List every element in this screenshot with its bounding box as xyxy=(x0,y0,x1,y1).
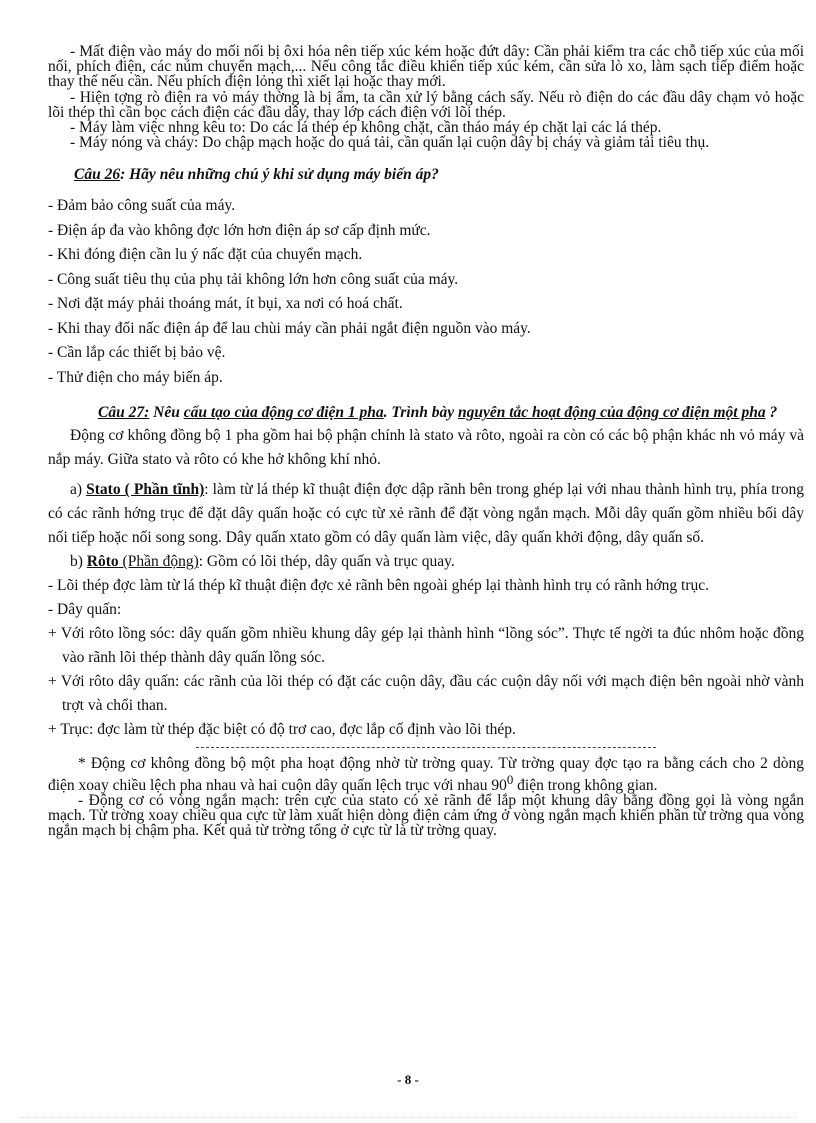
paragraph: - Máy nóng và cháy: Do chập mạch hoặc do quá tải, cần quấn lại cuộn dây bị cháy và giảm tải tiêu thụ. xyxy=(70,134,710,152)
list-item: - Đảm bảo công suất của máy. xyxy=(48,197,236,215)
list-item: - Thử điện cho máy biến áp. xyxy=(48,368,223,386)
paragraph: - Động cơ có vòng ngắn mạch: trên cực của stato có xẻ rãnh để lắp một khung dây bằng đồng gọi là vòng ngắn mạch. Từ trờng xoay chiều qua cực từ làm xuất hiện dòng điện cảm ứng ở vòng ngắn mạch khiến phần từ trờng qua vòng ngắn mạch bị chậm pha. Kết quả từ trờng tổng ở cực từ là từ trờng quay. xyxy=(48,791,804,840)
paragraph xyxy=(48,756,804,793)
question-27-text: nguyên tắc hoạt động của động cơ điện một pha xyxy=(458,404,766,422)
principle-section xyxy=(48,756,804,838)
paragraph: - Mất điện vào máy do mối nối bị ôxi hóa nên tiếp xúc kém hoặc đứt dây: Cần phải kiểm tra các chỗ tiếp xúc của mối nối, phích điện, các núm chuyển mạch,... Nếu công tắc điều khiển tiếp xúc kém, cần sửa lò xo, làm sạch tiếp điểm hoặc thay thế nếu cần. Nếu phích điện lỏng thì xiết lại hoặc thay mới. xyxy=(48,43,804,91)
list-item: + Với rôto dây quấn: các rãnh của lõi thép có đặt các cuộn dây, đầu các cuộn dây nối với mạch điện bên ngoài nhờ vành trợt và chổi than. xyxy=(48,673,804,715)
paragraph: Động cơ không đồng bộ 1 pha gồm hai bộ phận chính là stato và rôto, ngoài ra còn có các bộ phận khác nh vỏ máy và nắp máy. Giữa stato và rôto có khe hở không khí nhỏ. xyxy=(48,427,804,469)
troubleshooting-section xyxy=(48,44,804,150)
question-26-text: : Hãy nêu những chú ý khi sử dụng máy biến áp? xyxy=(120,166,439,184)
label: b) xyxy=(70,553,87,571)
paragraph: - Hiện tợng rò điện ra vỏ máy thờng là bị ẩm, ta cần xử lý bằng cách sấy. Nếu rò điện do các đầu dây chạm vỏ hoặc lõi thép thì cần bọc cách điện các đầu dây, thay lớp cách điện với lõi thép. xyxy=(48,88,804,121)
superscript: 0 xyxy=(506,771,514,787)
text: * Động cơ không đồng bộ một pha hoạt động nhờ từ trờng quay. Từ trờng quay đợc tạo ra bằng cách cho 2 dòng điện xoay chiều lệch pha nhau và hai cuộn dây quấn lệch trục với nhau 90 xyxy=(48,755,804,794)
dashed-divider xyxy=(48,742,804,752)
list-item: + Với rôto lồng sóc: dây quấn gồm nhiều khung dây gép lại thành hình “lồng sóc”. Thực tế ngời ta đúc nhôm hoặc đồng vào rãnh lõi thép thành dây quấn lồng sóc. xyxy=(48,625,804,667)
term: (Phần động) xyxy=(118,553,199,571)
text: điện trong không gian. xyxy=(513,776,658,794)
question-27-answer xyxy=(48,424,804,742)
list-item: - Khi đóng điện cần lu ý nấc đặt của chuyển mạch. xyxy=(48,246,363,264)
question-27-label: Câu 27: xyxy=(98,404,150,422)
document-page xyxy=(48,44,804,839)
list-item: - Khi thay đổi nấc điện áp để lau chùi máy cần phải ngắt điện nguồn vào máy. xyxy=(48,319,531,337)
question-26-heading xyxy=(74,166,804,184)
stato-paragraph xyxy=(48,478,804,550)
list-item: - Công suất tiêu thụ của phụ tải không lớn hơn công suất của máy. xyxy=(48,270,459,288)
list-item: - Dây quấn: xyxy=(48,601,122,619)
text: : làm từ lá thép kĩ thuật điện đợc dập rãnh bên trong ghép lại với nhau thành hình trụ, phía trong có các rãnh hớng trục để đặt dây quấn hoặc có cực từ xẻ rãnh để đặt vòng ngắn mạch. Mỗi dây quấn gồm nhiều bối dây nối tiếp hoặc nối song song. Dây quấn xtato gồm có dây quấn làm việc, dây quấn khởi động, dây quấn số. xyxy=(48,481,805,547)
question-27-heading xyxy=(48,402,804,424)
question-27-text: ? xyxy=(765,404,778,422)
list-item: - Điện áp đa vào không đợc lớn hơn điện áp sơ cấp định mức. xyxy=(48,221,431,239)
term: Rôto xyxy=(86,553,119,571)
question-27-text: Nêu xyxy=(149,404,184,422)
list-item: - Cần lắp các thiết bị bảo vệ. xyxy=(48,344,226,362)
roto-paragraph xyxy=(48,550,804,574)
list-item: - Lõi thép đợc làm từ lá thép kĩ thuật điện đợc xẻ rãnh bên ngoài ghép lại thành hình trụ có rãnh hớng trục. xyxy=(48,577,709,595)
footer-divider xyxy=(20,1117,796,1118)
list-item: + Trục: đợc làm từ thép đặc biệt có độ trơ cao, đợc lắp cố định vào lõi thép. xyxy=(48,721,516,739)
label: a) xyxy=(70,481,87,499)
question-26-list xyxy=(48,194,804,390)
term: ( Phần tĩnh) xyxy=(120,481,205,499)
paragraph: - Máy làm việc nhng kêu to: Do các lá thép ép không chặt, cần tháo máy ép chặt lại các lá thép. xyxy=(70,119,662,137)
page-number: - 8 - xyxy=(397,1072,419,1087)
question-27-text: . Trình bày xyxy=(383,404,458,422)
text: : Gồm có lõi thép, dây quấn và trục quay. xyxy=(198,553,455,571)
term: Stato xyxy=(86,481,121,499)
question-27-text: cấu tạo của động cơ điện 1 pha xyxy=(183,404,384,422)
list-item: - Nơi đặt máy phải thoáng mát, ít bụi, xa nơi có hoá chất. xyxy=(48,295,403,313)
question-26-label: Câu 26 xyxy=(74,166,121,184)
